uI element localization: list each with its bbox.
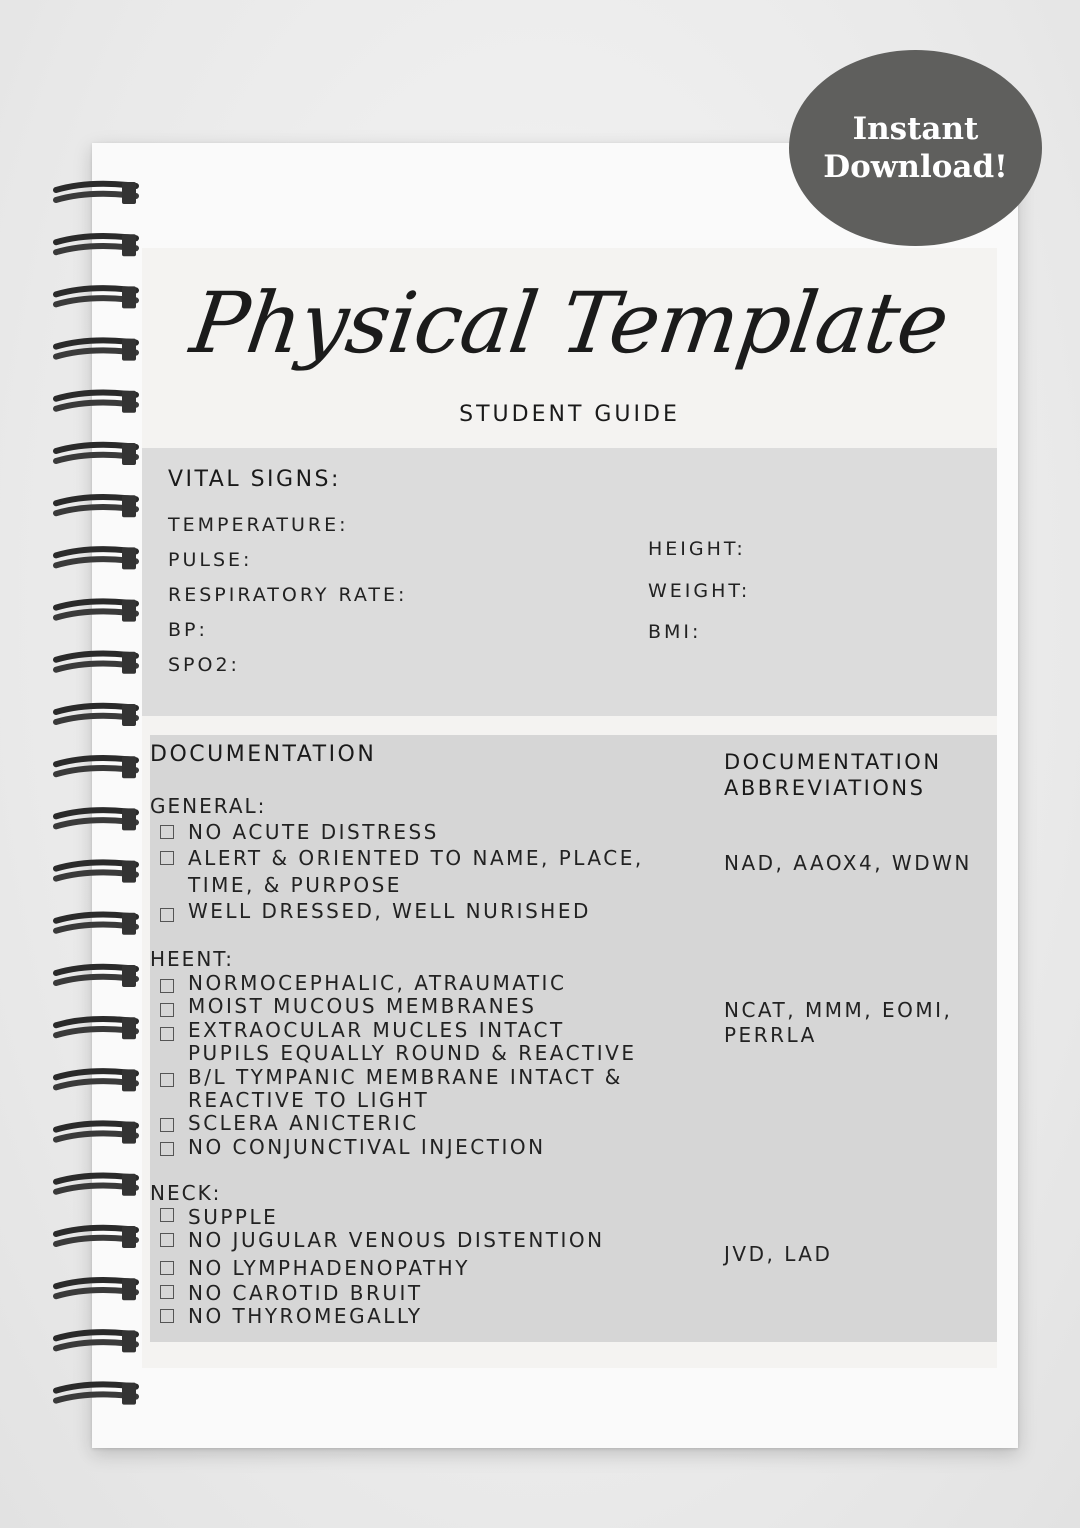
neck-item: NO THYROMEGALLY xyxy=(188,1304,423,1328)
vital-signs-left-list xyxy=(168,508,407,683)
coil-ring xyxy=(56,495,136,517)
checkbox[interactable] xyxy=(160,1027,174,1041)
badge-line-1: Instant xyxy=(852,111,979,147)
checkbox[interactable] xyxy=(160,1208,174,1222)
general-item: ALERT & ORIENTED TO NAME, PLACE, xyxy=(188,846,644,870)
heent-item: MOIST MUCOUS MEMBRANES xyxy=(188,994,537,1018)
coil-ring xyxy=(56,1122,136,1144)
heent-item: SCLERA ANICTERIC xyxy=(188,1111,419,1135)
checkbox[interactable] xyxy=(160,1118,174,1132)
coil-ring xyxy=(56,1226,136,1248)
checkbox[interactable] xyxy=(160,1142,174,1156)
coil-ring xyxy=(56,339,136,361)
heent-item: REACTIVE TO LIGHT xyxy=(188,1088,430,1112)
general-item: TIME, & PURPOSE xyxy=(188,873,402,897)
neck-item: NO CAROTID BRUIT xyxy=(188,1281,423,1305)
neck-heading: NECK: xyxy=(150,1181,222,1205)
checkbox[interactable] xyxy=(160,908,174,922)
coil-ring xyxy=(56,861,136,883)
vital-temperature: TEMPERATURE: xyxy=(168,514,349,536)
general-heading: GENERAL: xyxy=(150,794,267,818)
coil-ring xyxy=(56,600,136,622)
coil-ring xyxy=(56,182,136,204)
vital-bp: BP: xyxy=(168,619,208,641)
coil-ring xyxy=(56,443,136,465)
vital-spo2: SPO2: xyxy=(168,654,240,676)
coil-ring xyxy=(56,547,136,569)
coil-ring xyxy=(56,1278,136,1300)
coil-ring xyxy=(56,808,136,830)
checkbox[interactable] xyxy=(160,825,174,839)
vital-weight: WEIGHT: xyxy=(648,579,751,602)
coil-ring xyxy=(56,1383,136,1405)
heent-item: PUPILS EQUALLY ROUND & REACTIVE xyxy=(188,1041,637,1065)
page-title: Physical Template xyxy=(185,274,954,372)
coil-ring xyxy=(56,286,136,308)
checkbox[interactable] xyxy=(160,851,174,865)
general-item: WELL DRESSED, WELL NURISHED xyxy=(188,899,591,923)
neck-abbreviations: JVD, LAD xyxy=(724,1242,833,1266)
vital-bmi: BMI: xyxy=(648,621,702,643)
coil-ring xyxy=(56,913,136,935)
page-subtitle: STUDENT GUIDE xyxy=(459,402,680,427)
documentation-title: DOCUMENTATION xyxy=(150,742,377,767)
abbreviations-title: DOCUMENTATION ABBREVIATIONS xyxy=(724,750,942,800)
neck-item: SUPPLE xyxy=(188,1205,279,1229)
instant-download-badge xyxy=(789,50,1042,246)
checkbox[interactable] xyxy=(160,1003,174,1017)
coil-ring xyxy=(56,652,136,674)
checkbox[interactable] xyxy=(160,1309,174,1323)
checkbox[interactable] xyxy=(160,1233,174,1247)
heent-item: EXTRAOCULAR MUCLES INTACT xyxy=(188,1018,565,1042)
coil-ring xyxy=(56,704,136,726)
heent-item: NO CONJUNCTIVAL INJECTION xyxy=(188,1135,546,1159)
vital-signs-title: VITAL SIGNS: xyxy=(168,467,341,492)
checkbox[interactable] xyxy=(160,1261,174,1275)
coil-ring xyxy=(56,1069,136,1091)
vital-pulse: PULSE: xyxy=(168,549,253,571)
vital-signs-right-list xyxy=(648,529,750,654)
coil-ring xyxy=(56,1174,136,1196)
checkbox[interactable] xyxy=(160,1285,174,1299)
general-abbreviations: NAD, AAOX4, WDWN xyxy=(724,851,972,875)
checkbox[interactable] xyxy=(160,979,174,993)
checkbox[interactable] xyxy=(160,1073,174,1087)
heent-heading: HEENT: xyxy=(150,947,235,971)
heent-abbreviations: NCAT, MMM, EOMI, PERRLA xyxy=(724,998,953,1047)
coil-ring xyxy=(56,1330,136,1352)
neck-item: NO LYMPHADENOPATHY xyxy=(188,1256,470,1280)
coil-ring xyxy=(56,1017,136,1039)
neck-item: NO JUGULAR VENOUS DISTENTION xyxy=(188,1228,605,1252)
general-item: NO ACUTE DISTRESS xyxy=(188,820,439,844)
vital-respiratory-rate: RESPIRATORY RATE: xyxy=(168,584,408,606)
badge-line-2: Download! xyxy=(823,149,1008,185)
heent-item: NORMOCEPHALIC, ATRAUMATIC xyxy=(188,971,567,995)
spiral-coils xyxy=(50,170,145,1420)
coil-ring xyxy=(56,756,136,778)
spiral-binding xyxy=(50,170,145,1420)
heent-item: B/L TYMPANIC MEMBRANE INTACT & xyxy=(188,1065,623,1089)
coil-ring xyxy=(56,965,136,987)
vital-height: HEIGHT: xyxy=(648,538,746,560)
coil-ring xyxy=(56,234,136,256)
coil-ring xyxy=(56,391,136,413)
